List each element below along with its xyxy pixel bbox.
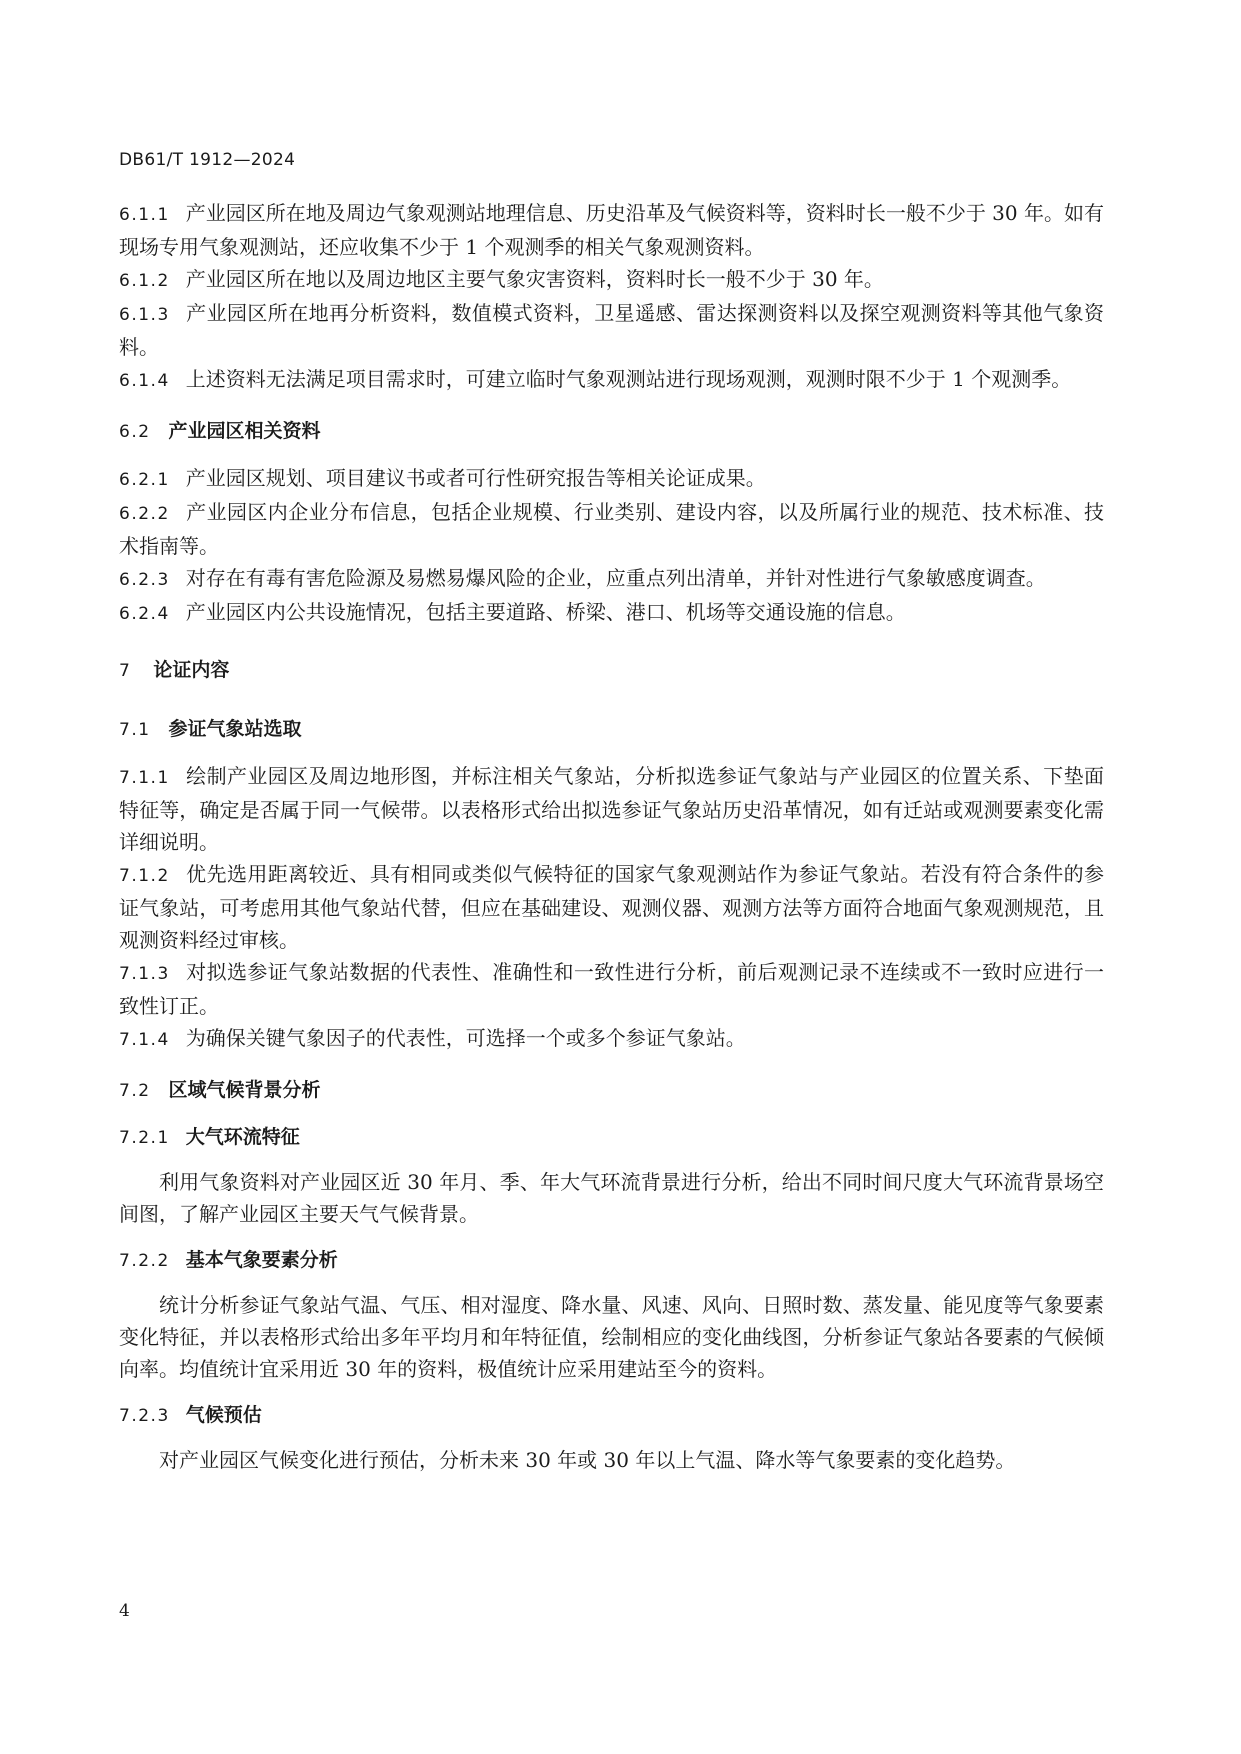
page-number: 4 — [119, 1601, 130, 1621]
clause-number: 6.1.2 — [119, 271, 170, 291]
clause-number: 7.1.2 — [119, 866, 170, 886]
clause-7-1-1 — [119, 760, 1104, 858]
subsection-title: 基本气象要素分析 — [185, 1249, 338, 1271]
clause-6-1-1 — [119, 197, 1104, 263]
subsection-heading-7-2-2 — [119, 1244, 1104, 1277]
clause-text: 为确保关键气象因子的代表性，可选择一个或多个参证气象站。 — [185, 1026, 746, 1050]
subsection-number: 7.2.2 — [119, 1251, 170, 1271]
subsection-heading-7-2-3 — [119, 1399, 1104, 1432]
clause-number: 6.2.2 — [119, 504, 170, 524]
chapter-heading-7 — [119, 654, 1104, 687]
clause-number: 6.1.4 — [119, 371, 170, 391]
clause-number: 6.1.1 — [119, 205, 170, 225]
section-heading-6-2 — [119, 415, 1104, 448]
clause-text: 绘制产业园区及周边地形图，并标注相关气象站，分析拟选参证气象站与产业园区的位置关系、下垫面特征等，确定是否属于同一气候带。以表格形式给出拟选参证气象站历史沿革情况，如有迁站或观测要素变化需详细说明。 — [119, 764, 1104, 854]
clause-number: 6.2.4 — [119, 604, 170, 624]
chapter-number: 7 — [119, 661, 132, 681]
clause-6-1-3 — [119, 297, 1104, 363]
clause-6-1-4 — [119, 363, 1104, 397]
clause-7-1-2 — [119, 858, 1104, 956]
clause-text: 上述资料无法满足项目需求时，可建立临时气象观测站进行现场观测，观测时限不少于 1 个观测季。 — [185, 367, 1072, 391]
clause-text: 产业园区所在地再分析资料，数值模式资料，卫星遥感、雷达探测资料以及探空观测资料等其他气象资料。 — [119, 301, 1104, 359]
section-number: 7.2 — [119, 1081, 151, 1101]
paragraph-7-2-2: 统计分析参证气象站气温、气压、相对湿度、降水量、风速、风向、日照时数、蒸发量、能见度等气象要素变化特征，并以表格形式给出多年平均月和年特征值，绘制相应的变化曲线图，分析参证气象站各要素的气候倾向率。均值统计宜采用近 30 年的资料，极值统计应采用建站至今的资料。 — [119, 1293, 1104, 1381]
section-number: 7.1 — [119, 720, 151, 740]
clause-number: 6.2.1 — [119, 470, 170, 490]
clause-7-1-3 — [119, 956, 1104, 1022]
clause-text: 产业园区所在地及周边气象观测站地理信息、历史沿革及气候资料等，资料时长一般不少于 30 年。如有现场专用气象观测站，还应收集不少于 1 个观测季的相关气象观测资料。 — [119, 201, 1104, 259]
clause-text: 优先选用距离较近、具有相同或类似气候特征的国家气象观测站作为参证气象站。若没有符合条件的参证气象站，可考虑用其他气象站代替，但应在基础建设、观测仪器、观测方法等方面符合地面气象观测规范，且观测资料经过审核。 — [119, 862, 1104, 952]
document-code: DB61/T 1912—2024 — [119, 150, 296, 170]
chapter-title: 论证内容 — [153, 659, 230, 681]
clause-text: 产业园区所在地以及周边地区主要气象灾害资料，资料时长一般不少于 30 年。 — [185, 267, 884, 291]
clause-text: 产业园区内公共设施情况，包括主要道路、桥梁、港口、机场等交通设施的信息。 — [185, 600, 906, 624]
paragraph-7-2-1: 利用气象资料对产业园区近 30 年月、季、年大气环流背景进行分析，给出不同时间尺度大气环流背景场空间图，了解产业园区主要天气气候背景。 — [119, 1170, 1104, 1226]
paragraph-7-2-3: 对产业园区气候变化进行预估，分析未来 30 年或 30 年以上气温、降水等气象要素的变化趋势。 — [159, 1448, 1016, 1472]
clause-text: 对拟选参证气象站数据的代表性、准确性和一致性进行分析，前后观测记录不连续或不一致时应进行一致性订正。 — [119, 960, 1104, 1018]
clause-number: 7.1.3 — [119, 964, 170, 984]
clause-number: 6.1.3 — [119, 305, 170, 325]
clause-6-2-2 — [119, 496, 1104, 562]
clause-6-2-4 — [119, 596, 1104, 630]
clause-text: 产业园区内企业分布信息，包括企业规模、行业类别、建设内容，以及所属行业的规范、技术标准、技术指南等。 — [119, 500, 1104, 558]
clause-6-2-1 — [119, 462, 1104, 496]
subsection-number: 7.2.1 — [119, 1128, 170, 1148]
subsection-heading-7-2-1 — [119, 1121, 1104, 1154]
clause-6-1-2 — [119, 263, 1104, 297]
clause-6-2-3 — [119, 562, 1104, 596]
section-heading-7-2 — [119, 1074, 1104, 1107]
subsection-title: 气候预估 — [185, 1404, 262, 1426]
section-title: 参证气象站选取 — [168, 718, 302, 740]
section-number: 6.2 — [119, 422, 151, 442]
section-heading-7-1 — [119, 713, 1104, 746]
clause-number: 7.1.1 — [119, 768, 170, 788]
clause-number: 7.1.4 — [119, 1030, 170, 1050]
section-title: 产业园区相关资料 — [168, 420, 321, 442]
clause-7-1-4 — [119, 1022, 1104, 1056]
clause-text: 对存在有毒有害危险源及易燃易爆风险的企业，应重点列出清单，并针对性进行气象敏感度调查。 — [185, 566, 1046, 590]
subsection-title: 大气环流特征 — [185, 1126, 300, 1148]
document-body — [119, 197, 1104, 1476]
subsection-number: 7.2.3 — [119, 1406, 170, 1426]
clause-number: 6.2.3 — [119, 570, 170, 590]
clause-text: 产业园区规划、项目建议书或者可行性研究报告等相关论证成果。 — [185, 466, 766, 490]
section-title: 区域气候背景分析 — [168, 1079, 321, 1101]
